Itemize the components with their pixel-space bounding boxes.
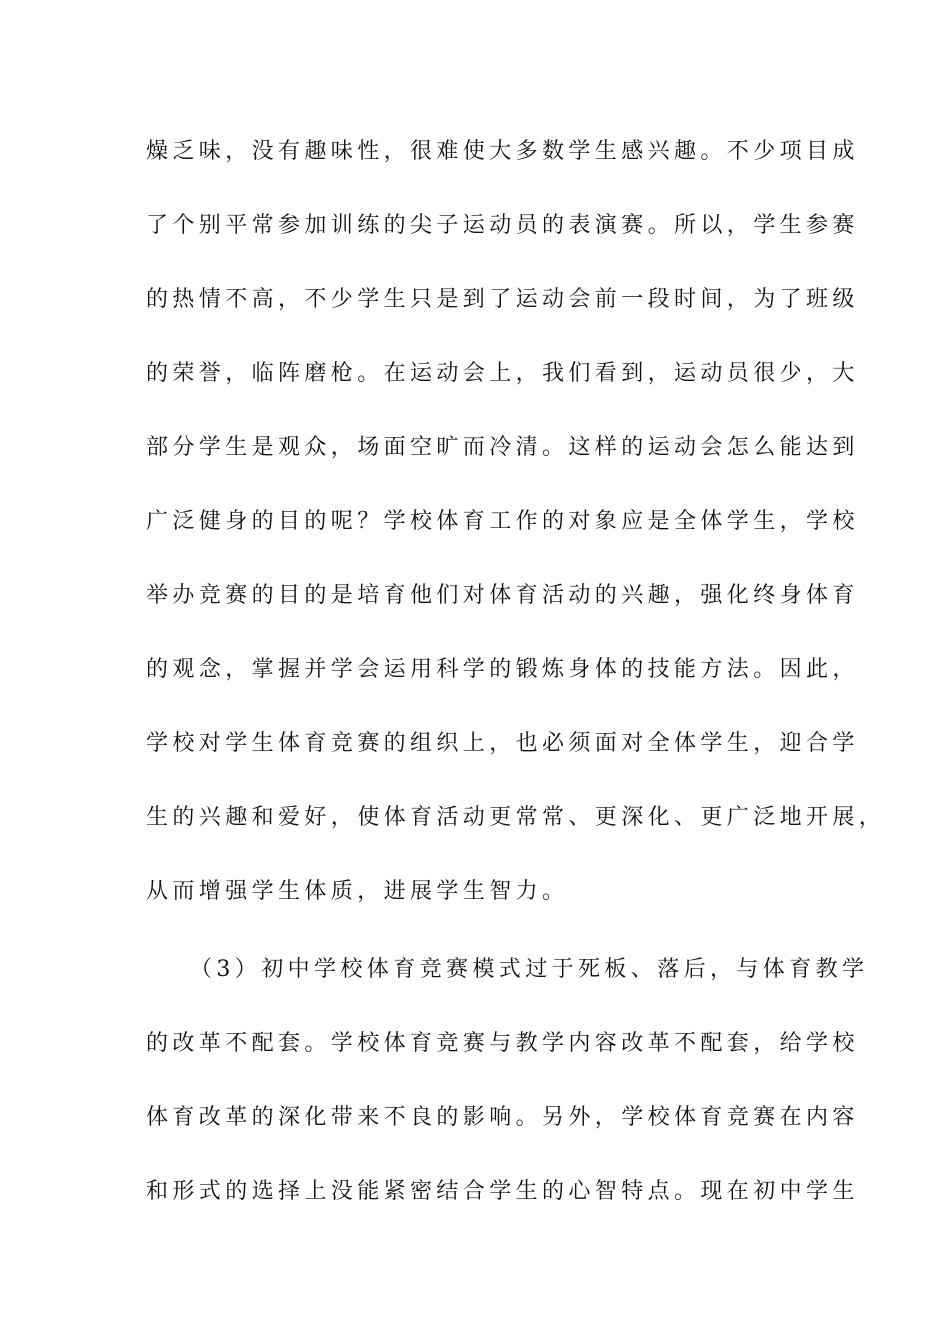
body-text-line: 体育改革的深化带来不良的影响。另外，学校体育竞赛在内容 — [146, 1105, 859, 1130]
body-text-line: 从而增强学生体质，进展学生智力。 — [146, 879, 569, 904]
body-text-line: 的荣誉，临阵磨枪。在运动会上，我们看到，运动员很少，大 — [146, 361, 859, 386]
body-text-line: 学校对学生体育竞赛的组织上，也必须面对全体学生，迎合学 — [146, 731, 859, 756]
body-text-line: 举办竞赛的目的是培育他们对体育活动的兴趣，强化终身体育 — [146, 583, 859, 608]
body-text-line: 和形式的选择上没能紧密结合学生的心智特点。现在初中学生 — [146, 1179, 859, 1204]
paragraph-first-line: （3）初中学校体育竞赛模式过于死板、落后，与体育教学 — [190, 957, 869, 982]
body-text-line: 的改革不配套。学校体育竞赛与教学内容改革不配套，给学校 — [146, 1031, 859, 1056]
body-text-line: 燥乏味，没有趣味性，很难使大多数学生感兴趣。不少项目成 — [146, 139, 859, 164]
body-text-line: 广泛健身的目的呢？学校体育工作的对象应是全体学生，学校 — [146, 509, 859, 534]
body-text-line: 了个别平常参加训练的尖子运动员的表演赛。所以，学生参赛 — [146, 213, 859, 238]
body-text-line: 的观念，掌握并学会运用科学的锻炼身体的技能方法。因此， — [146, 657, 859, 682]
body-text-line: 部分学生是观众，场面空旷而冷清。这样的运动会怎么能达到 — [146, 435, 859, 460]
body-text-line: 的热情不高，不少学生只是到了运动会前一段时间，为了班级 — [146, 287, 859, 312]
body-text-line: 生的兴趣和爱好，使体育活动更常常、更深化、更广泛地开展， — [146, 805, 886, 830]
